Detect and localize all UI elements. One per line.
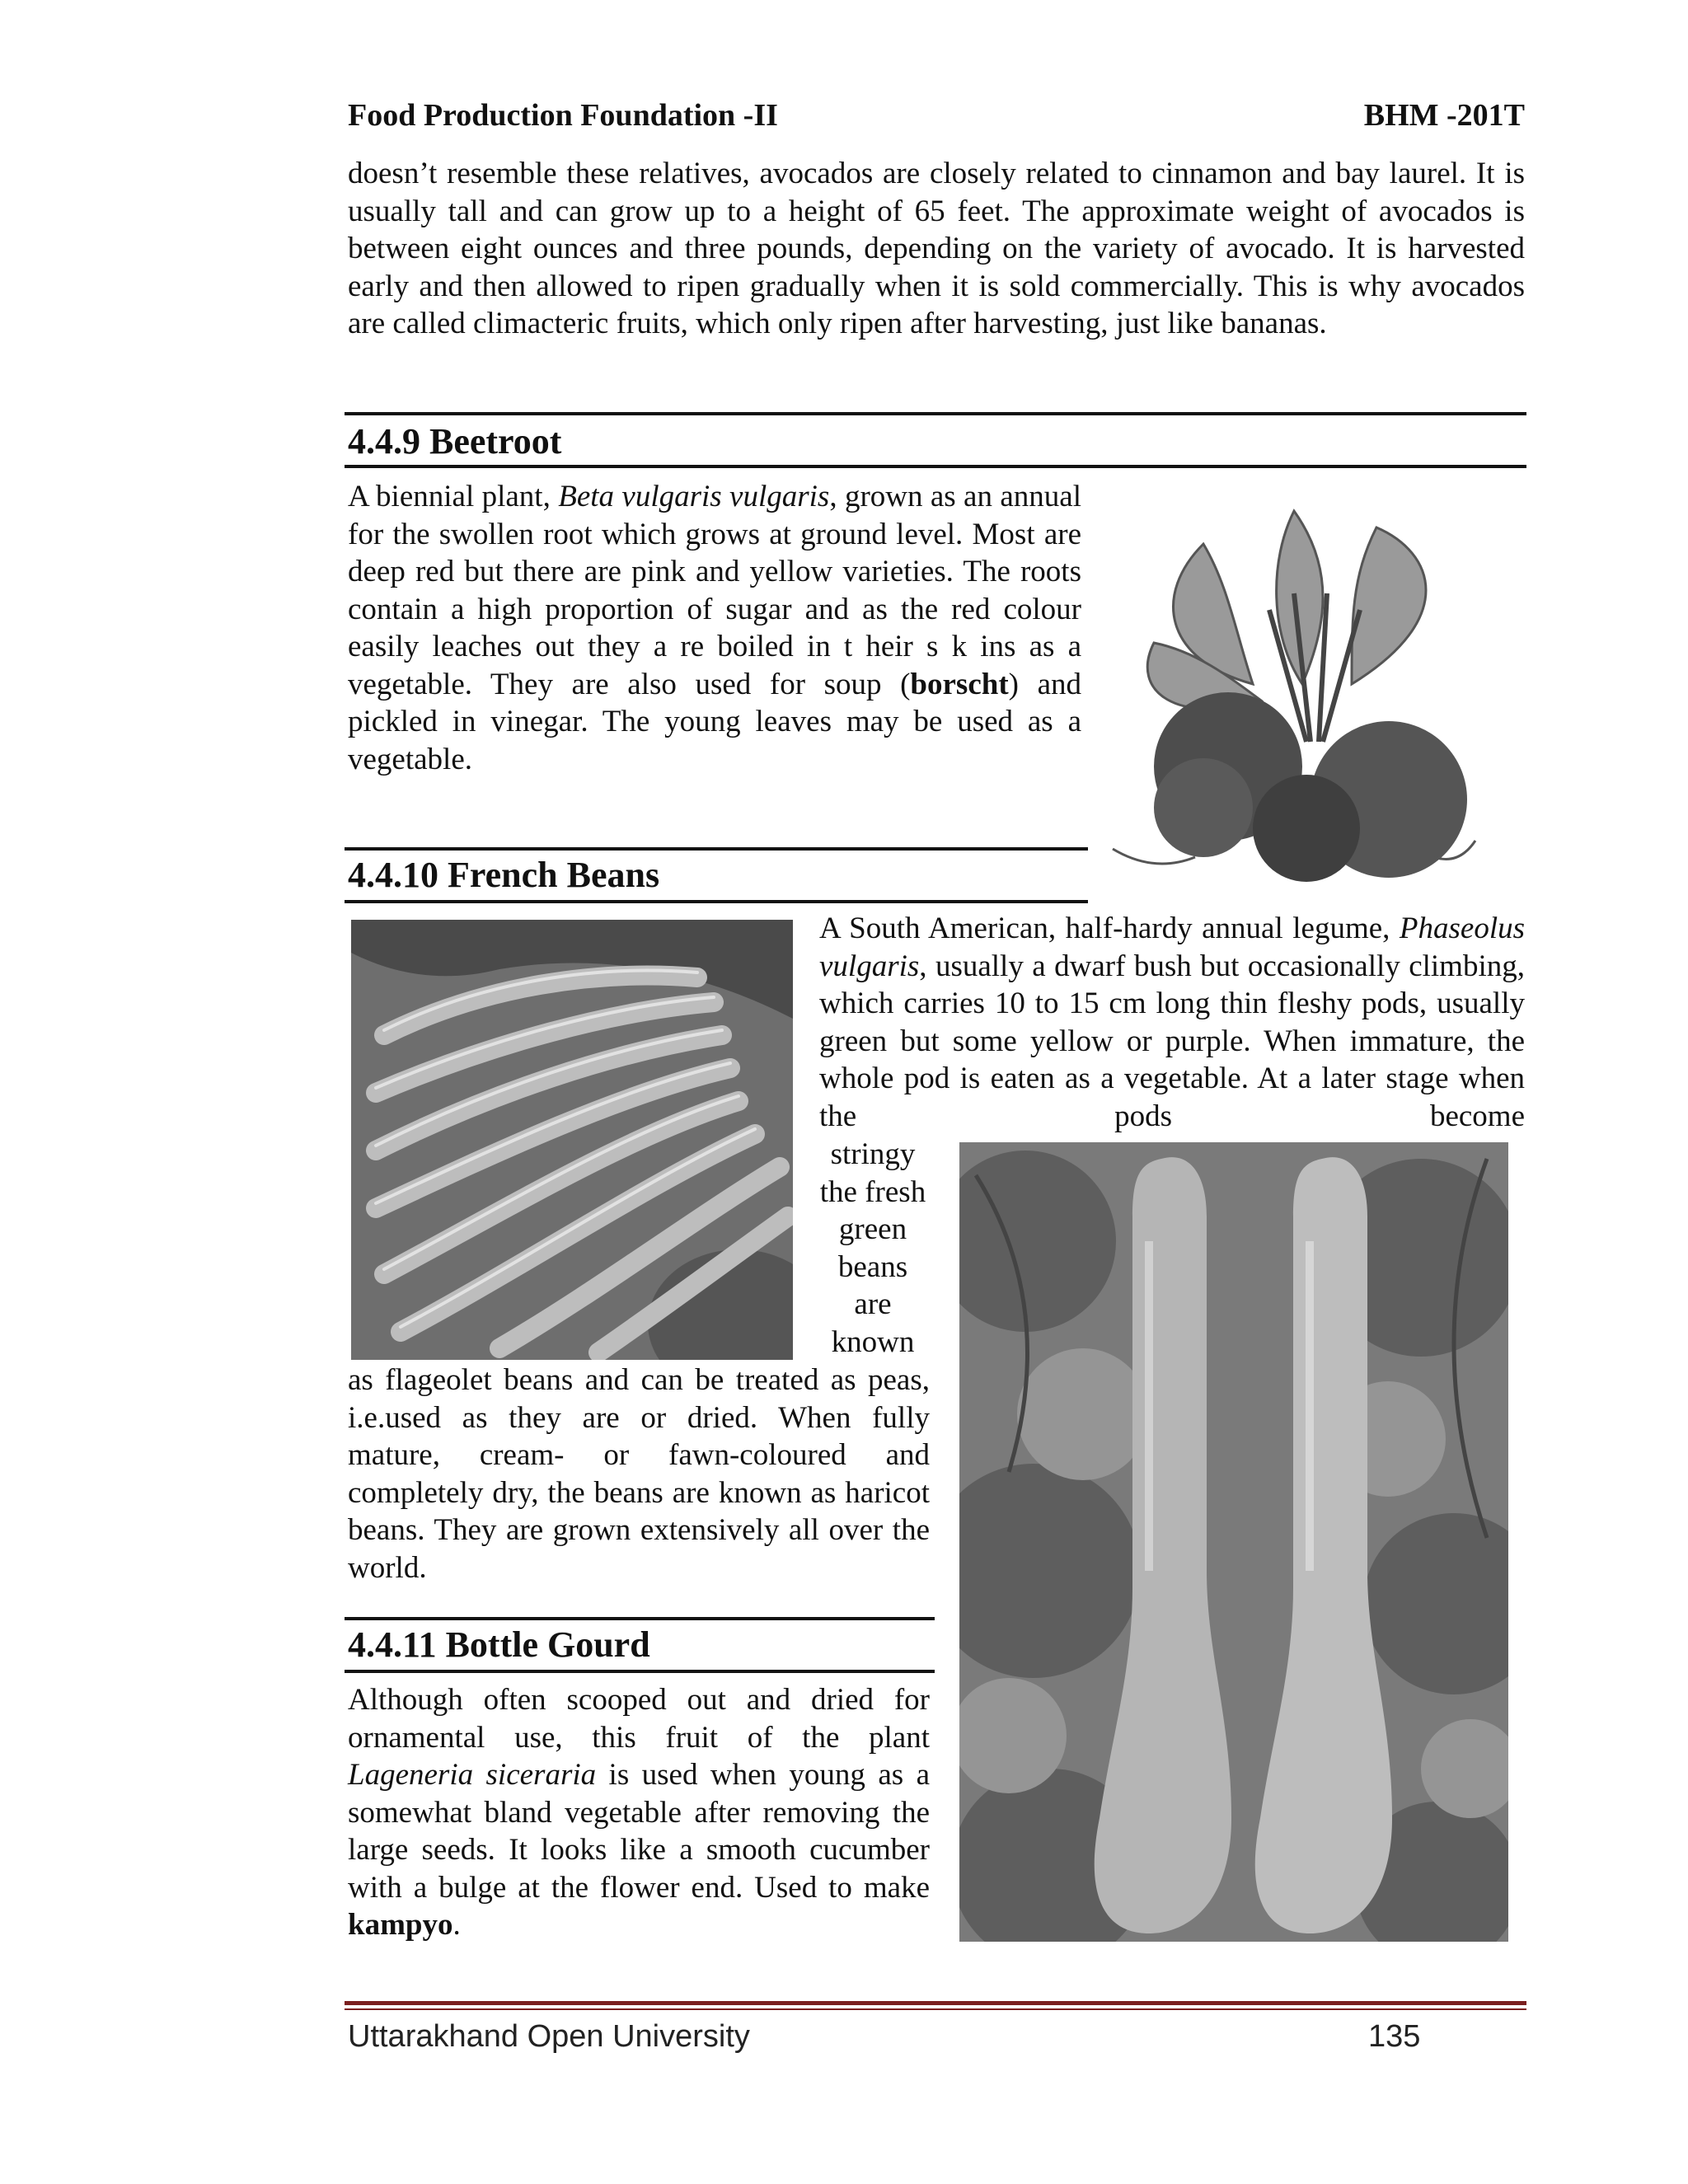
footer-university-name: Uttarakhand Open University: [348, 2019, 750, 2054]
french-beans-paragraph-bottom: as flageolet beans and can be treated as peas, i.e.used as they are or dried. When fully mature, cream- or fawn-coloured and completely dry, the beans are known as haricot beans. They are grown extensively all over the world.: [348, 1363, 930, 1585]
bold-term: borscht: [910, 667, 1009, 701]
section-rule-bottom: [345, 465, 1526, 468]
running-header-title: Food Production Foundation -II: [348, 98, 778, 133]
narrow-line: are: [854, 1287, 892, 1321]
section-rule-top: [345, 1617, 935, 1620]
bottle-gourd-paragraph: Although often scooped out and dried for ornamental use, this fruit of the plant Lageneria siceraria is used when young as a somewhat bland vegetable after removing the large seeds. It looks like a smooth cucumber with a bulge at the flower end. Used to make kampyo.: [348, 1683, 931, 1942]
narrow-line: green: [838, 1212, 907, 1246]
bottle-gourd-photo: [959, 1142, 1508, 1942]
latin-name: Phaseolus vulgaris: [819, 912, 1525, 983]
section-heading-bottle-gourd: 4.4.11 Bottle Gourd: [348, 1624, 650, 1665]
section-rule-bottom: [345, 900, 1088, 903]
intro-paragraph: doesn’t resemble these relatives, avocados are closely related to cinnamon and bay laurel. It is usually tall and can grow up to a height of 65 feet. The approximate weight of avocados is between eight ounces and three pounds, depending on the variety of avocado. It is harvested early and then allowed to ripen gradually when it is sold commercially. This is why avocados are called climacteric fruits, which only ripen after harvesting, just like bananas.: [348, 157, 1525, 340]
narrow-line: stringy: [830, 1137, 916, 1171]
beetroot-paragraph: A biennial plant, Beta vulgaris vulgaris, grown as an annual for the swollen root which grows at ground level. Most are deep red but there are pink and yellow varieties. The roots contain a high proportion of sugar and as the red colour easily leaches out they a re boiled in t heir s k ins as a vegetable. They are also used for soup (borscht) and pickled in vinegar. The young leaves may be used as a vegetable.: [348, 480, 1081, 776]
latin-name: Lageneria siceraria: [348, 1758, 597, 1792]
footer-rule-thick: [345, 2001, 1526, 2005]
french-beans-photo: [351, 920, 793, 1360]
running-header-course-code: BHM -201T: [1363, 98, 1525, 133]
page-number: 135: [1368, 2019, 1421, 2054]
narrow-line: known: [831, 1324, 915, 1359]
narrow-line: the fresh: [819, 1174, 926, 1209]
french-beans-narrow-column: [811, 1136, 935, 1361]
french-beans-paragraph-top: A South American, half-hardy annual legume, Phaseolus vulgaris, usually a dwarf bush but occasionally climbing, which carries 10 to 15 cm long thin fleshy pods, usually green but some yellow or purple. When immature, the whole pod is eaten as a vegetable. At a later stage when the pods become: [819, 912, 1525, 1133]
section-rule-bottom: [345, 1670, 935, 1673]
section-heading-french-beans: 4.4.10 French Beans: [348, 855, 660, 895]
section-rule-top: [345, 847, 1088, 851]
latin-name: Beta vulgaris vulgaris: [558, 480, 830, 513]
bold-term: kampyo: [348, 1908, 453, 1942]
section-rule-top: [345, 412, 1526, 415]
footer-rule-thin: [345, 2008, 1526, 2010]
narrow-line: beans: [837, 1249, 908, 1284]
beetroot-photo: [1104, 494, 1492, 882]
section-heading-beetroot: 4.4.9 Beetroot: [348, 421, 562, 462]
